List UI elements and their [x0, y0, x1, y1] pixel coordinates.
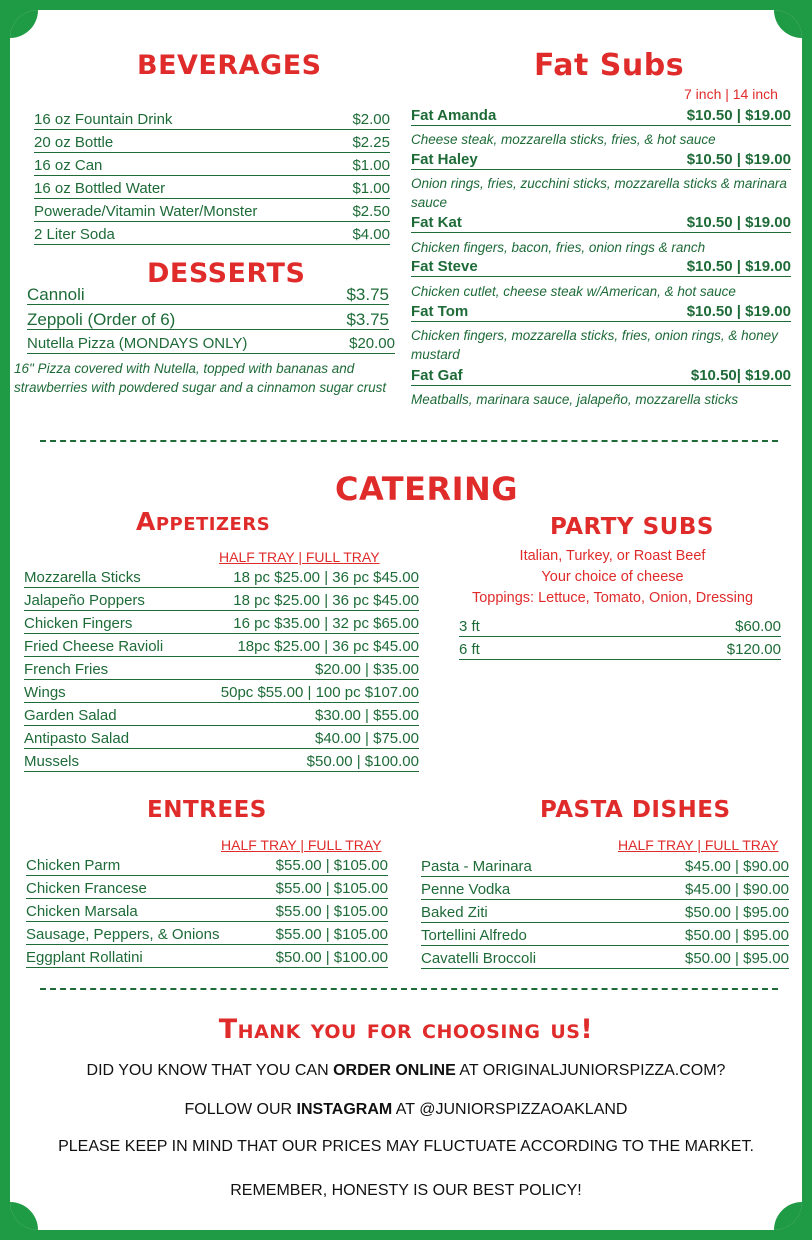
- appetizers-tray-header: HALF TRAY | FULL TRAY: [219, 549, 380, 565]
- menu-item-row: [411, 214, 791, 233]
- price-notice: PLEASE KEEP IN MIND THAT OUR PRICES MAY FLUCTUATE ACCORDING TO THE MARKET.: [58, 1138, 754, 1155]
- menu-item-name: Jalapeño Poppers: [24, 592, 145, 609]
- menu-item-name: Cannoli: [27, 285, 85, 304]
- menu-item-name: Fat Kat: [411, 214, 462, 231]
- thank-you-title: Thank you for choosing us!: [218, 1014, 594, 1045]
- fat-subs-title: Fat Subs: [534, 48, 685, 83]
- menu-item-price: $50.00 | $100.00: [306, 753, 419, 770]
- menu-item-price: $30.00 | $55.00: [315, 707, 419, 724]
- menu-item-row: [421, 950, 789, 969]
- menu-item-name: Baked Ziti: [421, 904, 488, 921]
- menu-item-price: $2.25: [352, 134, 390, 151]
- menu-item-price: $45.00 | $90.00: [685, 858, 789, 875]
- menu-item-price: $3.75: [346, 285, 389, 304]
- menu-item-row: [26, 880, 388, 899]
- footer-text: AT ORIGINALJUNIORSPIZZA.COM?: [455, 1062, 726, 1079]
- order-online-link[interactable]: ORDER ONLINE: [333, 1062, 456, 1079]
- footer-text: FOLLOW OUR: [184, 1101, 297, 1118]
- menu-item-price: 18 pc $25.00 | 36 pc $45.00: [233, 592, 419, 609]
- menu-item-row: [27, 286, 389, 305]
- menu-item-name: 6 ft: [459, 641, 480, 658]
- fat-sub-description: Meatballs, marinara sauce, jalapeño, mozzarella sticks: [411, 392, 739, 407]
- nutella-pizza-description: 16" Pizza covered with Nutella, topped with bananas and strawberries with powdered sugar and a cinnamon sugar crust: [14, 361, 387, 395]
- corner-decoration: [10, 1202, 38, 1230]
- menu-item-name: Tortellini Alfredo: [421, 927, 527, 944]
- menu-item-name: Mussels: [24, 753, 80, 770]
- menu-item-price: $4.00: [352, 226, 390, 243]
- menu-item-price: 18pc $25.00 | 36 pc $45.00: [237, 638, 419, 655]
- menu-item-name: French Fries: [24, 661, 109, 678]
- menu-item-price: $10.50| $19.00: [690, 367, 791, 384]
- menu-item-name: Cavatelli Broccoli: [421, 950, 537, 967]
- corner-decoration: [10, 10, 38, 38]
- desserts-title: DESSERTS: [147, 258, 306, 289]
- party-subs-detail-line: Toppings: Lettuce, Tomato, Onion, Dressing: [471, 590, 754, 606]
- menu-item-name: Chicken Francese: [26, 880, 147, 897]
- fat-sub-description: Onion rings, fries, zucchini sticks, mozzarella sticks & marinara sauce: [411, 176, 787, 210]
- menu-item-price: 50pc $55.00 | 100 pc $107.00: [220, 684, 419, 701]
- section-divider: [40, 440, 778, 442]
- footer-text: DID YOU KNOW THAT YOU CAN: [86, 1062, 334, 1079]
- pasta-dishes-title: PASTA DISHES: [540, 797, 731, 823]
- menu-item-name: 16 oz Bottled Water: [34, 180, 166, 197]
- menu-item-price: $1.00: [352, 180, 390, 197]
- menu-item-price: $2.00: [352, 111, 390, 128]
- menu-item-row: [24, 730, 419, 749]
- menu-item-row: [421, 904, 789, 923]
- menu-item-name: Nutella Pizza (MONDAYS ONLY): [27, 335, 248, 352]
- menu-item-row: [24, 592, 419, 611]
- menu-item-row: [34, 203, 390, 222]
- menu-item-row: [411, 258, 791, 277]
- menu-item-row: [24, 661, 419, 680]
- menu-item-row: [34, 111, 390, 130]
- menu-item-price: $55.00 | $105.00: [275, 903, 388, 920]
- menu-item-row: [24, 753, 419, 772]
- menu-item-name: Fried Cheese Ravioli: [24, 638, 164, 655]
- menu-item-row: [34, 180, 390, 199]
- menu-item-name: 16 oz Fountain Drink: [34, 111, 173, 128]
- entrees-title: ENTREES: [147, 797, 267, 823]
- menu-item-name: Garden Salad: [24, 707, 117, 724]
- menu-item-price: $50.00 | $95.00: [685, 950, 789, 967]
- menu-item-row: [24, 569, 419, 588]
- menu-item-name: 3 ft: [459, 618, 480, 635]
- party-subs-detail-line: Your choice of cheese: [541, 569, 684, 585]
- menu-item-name: Pasta - Marinara: [421, 858, 532, 875]
- footer-text: AT @JUNIORSPIZZAOAKLAND: [392, 1101, 628, 1118]
- menu-item-price: $50.00 | $100.00: [275, 949, 388, 966]
- menu-item-name: Sausage, Peppers, & Onions: [26, 926, 220, 943]
- menu-item-name: Fat Steve: [411, 258, 478, 275]
- menu-item-price: $10.50 | $19.00: [686, 214, 791, 231]
- menu-item-row: [34, 157, 390, 176]
- fat-subs-sizes: 7 inch | 14 inch: [684, 86, 778, 102]
- menu-item-row: [26, 857, 388, 876]
- menu-item-name: Chicken Fingers: [24, 615, 133, 632]
- menu-item-name: Powerade/Vitamin Water/Monster: [34, 203, 258, 220]
- beverages-title: BEVERAGES: [137, 50, 322, 81]
- menu-item-price: $60.00: [735, 618, 781, 635]
- menu-item-price: $10.50 | $19.00: [686, 151, 791, 168]
- appetizers-title: Appetizers: [136, 507, 271, 536]
- menu-item-row: [24, 684, 419, 703]
- menu-item-row: [24, 615, 419, 634]
- menu-item-row: [26, 926, 388, 945]
- menu-item-row: [411, 367, 791, 386]
- menu-item-name: Chicken Marsala: [26, 903, 138, 920]
- menu-item-price: $50.00 | $95.00: [685, 904, 789, 921]
- menu-item-name: 2 Liter Soda: [34, 226, 115, 243]
- menu-item-row: [27, 311, 389, 330]
- menu-item-row: [421, 881, 789, 900]
- menu-item-row: [26, 949, 388, 968]
- menu-item-name: Mozzarella Sticks: [24, 569, 141, 586]
- menu-item-price: $45.00 | $90.00: [685, 881, 789, 898]
- honesty-line: REMEMBER, HONESTY IS OUR BEST POLICY!: [230, 1182, 582, 1199]
- menu-item-price: $20.00 | $35.00: [315, 661, 419, 678]
- menu-item-name: Wings: [24, 684, 66, 701]
- menu-item-price: $55.00 | $105.00: [275, 926, 388, 943]
- menu-item-name: Fat Tom: [411, 303, 469, 320]
- menu-item-price: $1.00: [352, 157, 390, 174]
- menu-item-price: $55.00 | $105.00: [275, 880, 388, 897]
- menu-item-name: 20 oz Bottle: [34, 134, 114, 151]
- menu-item-price: $20.00: [349, 335, 395, 352]
- menu-item-price: $10.50 | $19.00: [686, 303, 791, 320]
- menu-item-name: Antipasto Salad: [24, 730, 130, 747]
- corner-decoration: [774, 1202, 802, 1230]
- menu-item-name: Fat Gaf: [411, 367, 463, 384]
- pasta-tray-header: HALF TRAY | FULL TRAY: [618, 837, 779, 853]
- menu-item-price: $2.50: [352, 203, 390, 220]
- catering-title: CATERING: [335, 470, 519, 508]
- menu-item-row: [459, 641, 781, 660]
- fat-sub-description: Chicken fingers, mozzarella sticks, fries, onion rings, & honey mustard: [411, 328, 778, 362]
- menu-item-name: Chicken Parm: [26, 857, 121, 874]
- menu-item-row: [24, 638, 419, 657]
- menu-item-name: Fat Amanda: [411, 107, 497, 124]
- menu-item-price: $120.00: [726, 641, 781, 658]
- menu-item-price: $50.00 | $95.00: [685, 927, 789, 944]
- entrees-tray-header: HALF TRAY | FULL TRAY: [221, 837, 382, 853]
- menu-item-row: [24, 707, 419, 726]
- menu-item-row: [34, 226, 390, 245]
- menu-item-row: [411, 151, 791, 170]
- instagram-link[interactable]: INSTAGRAM: [296, 1101, 393, 1118]
- menu-item-name: 16 oz Can: [34, 157, 103, 174]
- section-divider: [40, 988, 778, 990]
- corner-decoration: [774, 10, 802, 38]
- menu-item-row: [459, 618, 781, 637]
- menu-item-price: $3.75: [346, 310, 389, 329]
- fat-sub-description: Cheese steak, mozzarella sticks, fries, & hot sauce: [411, 132, 716, 147]
- fat-sub-description: Chicken cutlet, cheese steak w/American, & hot sauce: [411, 284, 736, 299]
- party-subs-title: PARTY SUBS: [550, 514, 714, 540]
- menu-item-price: $10.50 | $19.00: [686, 107, 791, 124]
- order-online-line: [0, 1062, 812, 1080]
- instagram-line: [0, 1101, 812, 1119]
- menu-item-price: $10.50 | $19.00: [686, 258, 791, 275]
- menu-item-row: [411, 107, 791, 126]
- fat-sub-description: Chicken fingers, bacon, fries, onion rings & ranch: [411, 240, 706, 255]
- menu-item-price: 18 pc $25.00 | 36 pc $45.00: [233, 569, 419, 586]
- menu-item-row: [34, 134, 390, 153]
- menu-item-name: Penne Vodka: [421, 881, 511, 898]
- menu-item-row: [27, 335, 395, 354]
- menu-item-row: [421, 858, 789, 877]
- menu-item-row: [411, 303, 791, 322]
- menu-item-name: Fat Haley: [411, 151, 478, 168]
- menu-item-price: 16 pc $35.00 | 32 pc $65.00: [233, 615, 419, 632]
- menu-item-name: Eggplant Rollatini: [26, 949, 143, 966]
- party-subs-detail-line: Italian, Turkey, or Roast Beef: [519, 548, 706, 564]
- menu-item-price: $55.00 | $105.00: [275, 857, 388, 874]
- menu-item-row: [26, 903, 388, 922]
- menu-item-row: [421, 927, 789, 946]
- menu-item-name: Zeppoli (Order of 6): [27, 310, 176, 329]
- menu-item-price: $40.00 | $75.00: [315, 730, 419, 747]
